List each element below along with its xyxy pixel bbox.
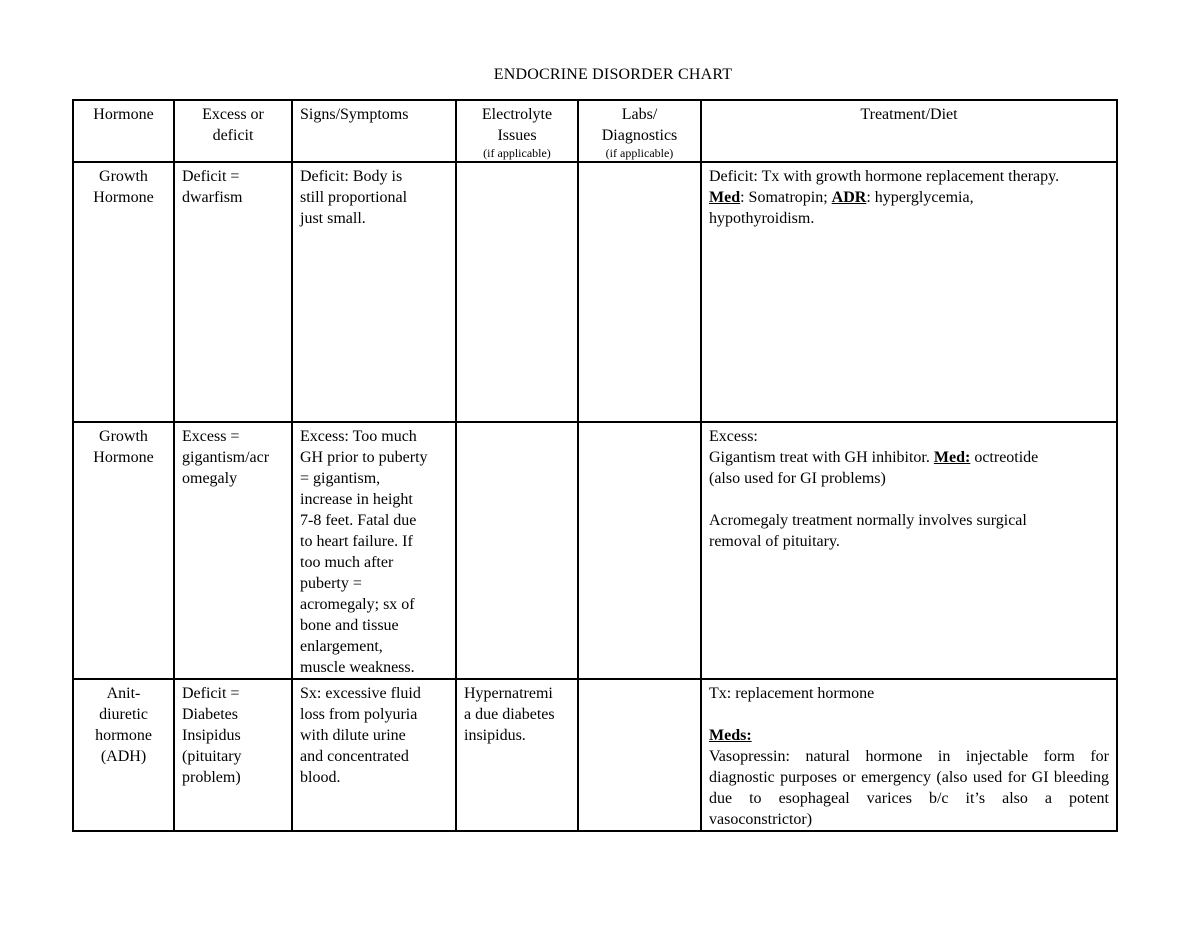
hormone-cell: Anit- diuretic hormone (ADH) — [73, 679, 174, 831]
header-labs: Labs/ Diagnostics (if applicable) — [578, 100, 701, 162]
table-row — [73, 679, 1117, 831]
header-excess-deficit: Excess or deficit — [174, 100, 292, 162]
hormone-cell: Growth Hormone — [73, 162, 174, 422]
electrolyte-cell: Hypernatremi a due diabetes insipidus. — [456, 679, 578, 831]
labs-cell — [578, 422, 701, 679]
hormone-cell: Growth Hormone — [73, 422, 174, 679]
labs-cell — [578, 679, 701, 831]
table-row — [73, 422, 1117, 679]
excess-deficit-cell: Deficit = dwarfism — [174, 162, 292, 422]
vasopressin-paragraph: Vasopressin: natural hormone in injectable form for diagnostic purposes or emergency (also used for GI bleeding due to esophageal varices b/c it’s also a potent vasoconstrictor) — [709, 748, 1109, 828]
document-title: ENDOCRINE DISORDER CHART — [493, 66, 733, 83]
treatment-cell: Deficit: Tx with growth hormone replacement therapy. Med: Somatropin; ADR: hyperglycemia, hypothyroidism. — [701, 162, 1117, 422]
labs-cell — [578, 162, 701, 422]
signs-cell: Sx: excessive fluid loss from polyuria with dilute urine and concentrated blood. — [292, 679, 456, 831]
excess-deficit-cell: Excess = gigantism/acr omegaly — [174, 422, 292, 679]
electrolyte-cell — [456, 422, 578, 679]
header-hormone: Hormone — [73, 100, 174, 162]
header-signs-symptoms: Signs/Symptoms — [292, 100, 456, 162]
treatment-cell: Excess: Gigantism treat with GH inhibitor. Med: octreotide (also used for GI problems) Acromegaly treatment normally involves surgical removal of pituitary. — [701, 422, 1117, 679]
excess-deficit-cell: Deficit = Diabetes Insipidus (pituitary problem) — [174, 679, 292, 831]
header-row — [73, 100, 1117, 162]
treatment-cell: Tx: replacement hormone Meds: Vasopressin: natural hormone in injectable form for diagnostic purposes or emergency (also used for GI bleeding due to esophageal varices b/c it’s also a potent vasoconstrictor) — [701, 679, 1117, 831]
table-row — [73, 162, 1117, 422]
signs-cell: Deficit: Body is still proportional just small. — [292, 162, 456, 422]
signs-cell: Excess: Too much GH prior to puberty = gigantism, increase in height 7-8 feet. Fatal due to heart failure. If too much after puberty = acromegaly; sx of bone and tissue enlargement, muscle weakness. — [292, 422, 456, 679]
header-electrolyte: Electrolyte Issues (if applicable) — [456, 100, 578, 162]
endocrine-chart-table — [72, 99, 1118, 832]
electrolyte-cell — [456, 162, 578, 422]
header-treatment: Treatment/Diet — [701, 100, 1117, 162]
